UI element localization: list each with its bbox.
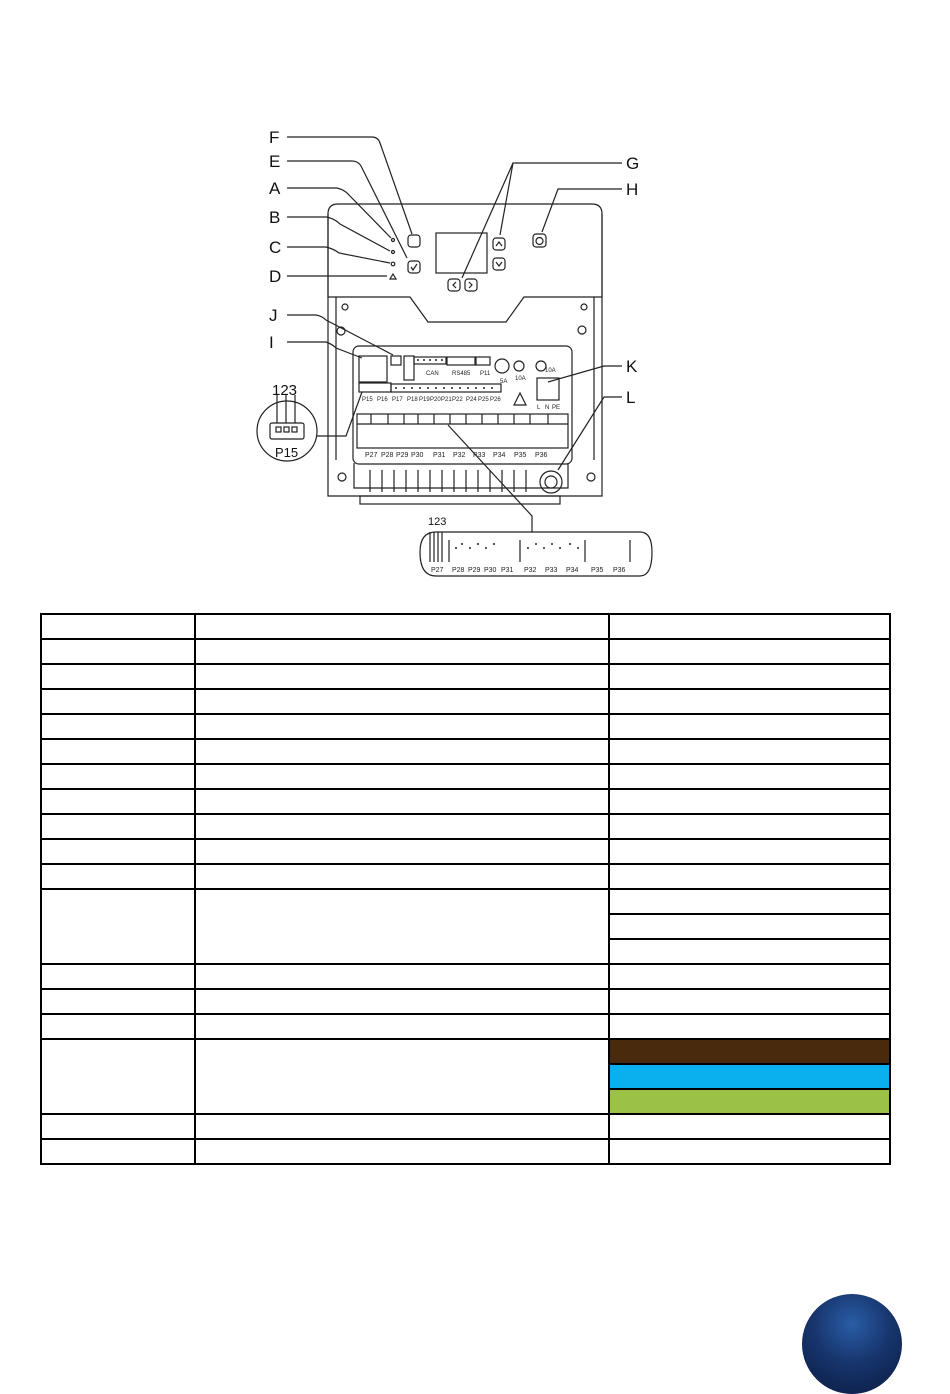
callout-a: A xyxy=(269,179,281,198)
table-cell xyxy=(609,814,890,839)
table-cell xyxy=(609,864,890,889)
table-cell xyxy=(41,764,195,789)
board-label-p11: P11 xyxy=(480,371,491,377)
table-row xyxy=(41,889,890,914)
td-label-p33: P33 xyxy=(545,567,558,574)
table-cell xyxy=(41,739,195,764)
table-row xyxy=(41,1039,890,1064)
table-cell xyxy=(41,814,195,839)
table-cell xyxy=(195,664,609,689)
board-label-p33: P33 xyxy=(473,452,486,459)
table-cell xyxy=(609,714,890,739)
front-panel xyxy=(328,214,602,322)
callout-e: E xyxy=(269,152,281,171)
table-cell xyxy=(609,914,890,939)
table-row xyxy=(41,864,890,889)
table-cell xyxy=(609,889,890,914)
table-row xyxy=(41,839,890,864)
td-label-p32: P32 xyxy=(524,567,537,574)
wire-color-brown xyxy=(609,1039,890,1064)
board-label-p17: P17 xyxy=(392,397,403,403)
warning-led xyxy=(390,274,396,279)
board-label-5a: 5A xyxy=(500,379,508,385)
table-cell xyxy=(41,664,195,689)
led-c xyxy=(391,262,395,266)
table-row xyxy=(41,814,890,839)
board-label-p25: P25 xyxy=(478,397,489,403)
table-cell xyxy=(41,789,195,814)
td-label-p29: P29 xyxy=(468,567,481,574)
board-label-p34: P34 xyxy=(493,452,506,459)
callout-c: C xyxy=(269,238,282,257)
board-label-p27: P27 xyxy=(365,452,378,459)
board-label-10a-1: 10A xyxy=(515,376,526,382)
board-label-p18: P18 xyxy=(407,397,418,403)
board-label-p24: P24 xyxy=(466,397,477,403)
table-row xyxy=(41,714,890,739)
board-label-can: CAN xyxy=(426,371,439,377)
board-label-p16: P16 xyxy=(377,397,388,403)
table-cell xyxy=(41,989,195,1014)
table-cell xyxy=(195,1039,609,1114)
table-row xyxy=(41,764,890,789)
table-row xyxy=(41,1114,890,1139)
board-label-p20: P20 xyxy=(430,397,441,403)
table-cell xyxy=(41,639,195,664)
right-button xyxy=(465,279,477,291)
table-row xyxy=(41,639,890,664)
board-label-p35: P35 xyxy=(514,452,527,459)
table-cell xyxy=(41,1114,195,1139)
callout-d: D xyxy=(269,267,282,286)
table-row xyxy=(41,989,890,1014)
confirm-button xyxy=(408,261,420,273)
table-row xyxy=(41,739,890,764)
td-label-p31: P31 xyxy=(501,567,514,574)
power-label-n: N xyxy=(545,405,550,411)
callout-f: F xyxy=(269,128,280,147)
table-cell xyxy=(41,614,195,639)
board-label-p36: P36 xyxy=(535,452,548,459)
board-label-p15: P15 xyxy=(362,397,373,403)
table-cell xyxy=(609,764,890,789)
board-label-p31: P31 xyxy=(433,452,446,459)
board-label-p26: P26 xyxy=(490,397,501,403)
callout-i: I xyxy=(269,333,274,352)
table-cell xyxy=(609,789,890,814)
table-cell xyxy=(41,839,195,864)
board-label-p32: P32 xyxy=(453,452,466,459)
table-cell xyxy=(195,764,609,789)
wire-color-blue xyxy=(609,1064,890,1089)
table-cell xyxy=(41,889,195,964)
table-cell xyxy=(195,839,609,864)
table-cell xyxy=(609,964,890,989)
td-label-p27: P27 xyxy=(431,567,444,574)
table-cell xyxy=(195,639,609,664)
td-label-p34: P34 xyxy=(566,567,579,574)
table-cell xyxy=(195,789,609,814)
callout-j: J xyxy=(269,306,278,325)
led-a xyxy=(392,239,395,242)
table-cell xyxy=(195,1014,609,1039)
wire-color-green-yellow xyxy=(609,1089,890,1114)
table-cell xyxy=(609,639,890,664)
board-label-p21: P21 xyxy=(441,397,452,403)
callout-g: G xyxy=(626,154,640,173)
board-label-p28: P28 xyxy=(381,452,394,459)
table-cell xyxy=(195,1139,609,1164)
table-cell xyxy=(41,1139,195,1164)
table-cell xyxy=(195,614,609,639)
board-label-rs485: RS485 xyxy=(452,371,471,377)
left-button xyxy=(448,279,460,291)
table-row xyxy=(41,664,890,689)
table-cell xyxy=(195,1114,609,1139)
board-label-10a-2: 10A xyxy=(545,368,556,374)
table-cell xyxy=(41,864,195,889)
controller-diagram xyxy=(0,0,950,600)
p15-pin-numbers: 123 xyxy=(272,382,298,399)
table-row xyxy=(41,1139,890,1164)
callout-b: B xyxy=(269,208,281,227)
table-cell xyxy=(41,714,195,739)
table-row xyxy=(41,614,890,639)
table-cell xyxy=(609,1139,890,1164)
table-cell xyxy=(41,1039,195,1114)
table-cell xyxy=(195,739,609,764)
table-cell xyxy=(609,989,890,1014)
callout-l: L xyxy=(626,388,636,407)
power-label-pe: PE xyxy=(552,405,561,411)
table-cell xyxy=(609,739,890,764)
table-row xyxy=(41,1014,890,1039)
table-cell xyxy=(195,864,609,889)
table-cell xyxy=(41,689,195,714)
table-cell xyxy=(195,889,609,964)
table-cell xyxy=(609,614,890,639)
table-row xyxy=(41,689,890,714)
table-row xyxy=(41,964,890,989)
down-button xyxy=(493,258,505,270)
table-cell xyxy=(41,1014,195,1039)
terminal-pin-numbers: 123 xyxy=(428,516,447,528)
board-label-p19: P19 xyxy=(419,397,430,403)
table-cell xyxy=(609,839,890,864)
td-label-p30: P30 xyxy=(484,567,497,574)
back-button xyxy=(408,235,420,247)
table-cell xyxy=(609,1014,890,1039)
board-label-p29: P29 xyxy=(396,452,409,459)
table-cell xyxy=(609,689,890,714)
table-cell xyxy=(195,689,609,714)
component-table xyxy=(40,613,891,1165)
callout-k: K xyxy=(626,357,638,376)
callout-h: H xyxy=(626,180,639,199)
table-cell xyxy=(609,939,890,964)
table-cell xyxy=(195,714,609,739)
td-label-p35: P35 xyxy=(591,567,604,574)
table-cell xyxy=(609,664,890,689)
table-cell xyxy=(41,964,195,989)
page-number-badge xyxy=(802,1294,902,1394)
td-label-p28: P28 xyxy=(452,567,465,574)
up-button xyxy=(493,238,505,250)
board-label-p30: P30 xyxy=(411,452,424,459)
led-b xyxy=(392,251,395,254)
power-label-l: L xyxy=(537,405,541,411)
table-row xyxy=(41,789,890,814)
table-cell xyxy=(195,964,609,989)
table-cell xyxy=(195,814,609,839)
td-label-p36: P36 xyxy=(613,567,626,574)
p15-label: P15 xyxy=(275,445,299,460)
table-cell xyxy=(609,1114,890,1139)
cable-gland xyxy=(540,471,562,493)
table-cell xyxy=(195,989,609,1014)
board-label-p22: P22 xyxy=(452,397,463,403)
